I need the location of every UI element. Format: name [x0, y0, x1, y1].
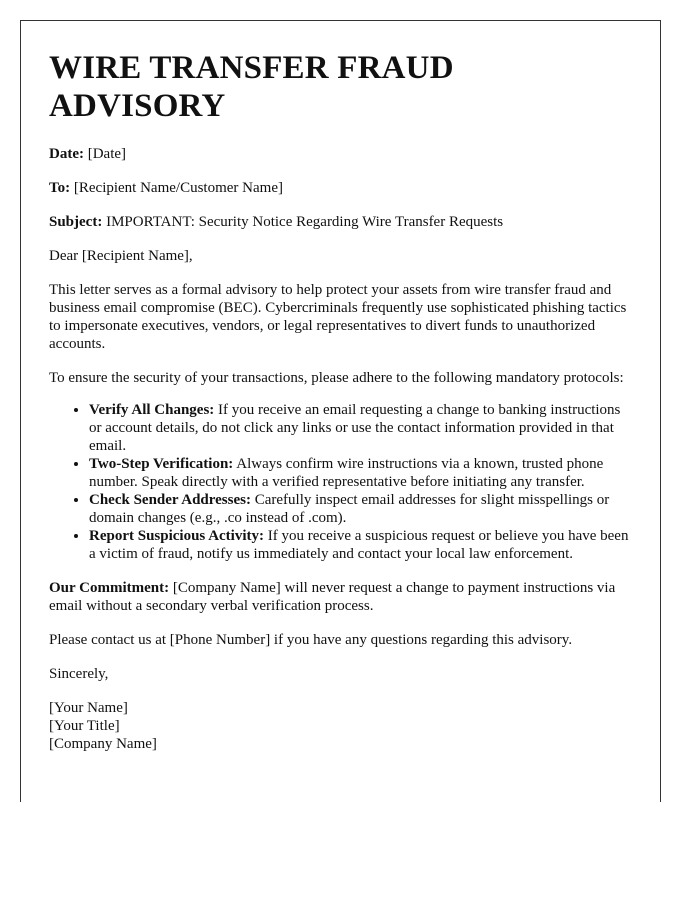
- page-title: WIRE TRANSFER FRAUD ADVISORY: [49, 50, 454, 124]
- commitment-label: Our Commitment:: [49, 580, 170, 596]
- closing: Sincerely,: [49, 666, 109, 682]
- subject-label: Subject:: [49, 214, 103, 230]
- signature-title: [Your Title]: [49, 718, 120, 734]
- subject-value: IMPORTANT: Security Notice Regarding Wire Transfer Requests: [106, 214, 504, 230]
- to-line: [49, 179, 632, 197]
- protocol-label: Check Sender Addresses:: [89, 492, 251, 508]
- protocol-item-report-activity: [89, 527, 632, 563]
- signature-name: [Your Name]: [49, 700, 128, 716]
- protocol-item-two-step: [89, 455, 632, 491]
- intro-paragraph: This letter serves as a formal advisory to help protect your assets from wire transfer fraud and business email compromise (BEC). Cybercriminals frequently use sophisticated phishing tactics to impersonate executives, vendors, or legal representatives to divert funds to unauthorized accounts.: [49, 282, 627, 352]
- contact-paragraph: Please contact us at [Phone Number] if you have any questions regarding this advisory.: [49, 632, 573, 648]
- letter-page: [20, 20, 661, 802]
- to-label: To:: [49, 180, 71, 196]
- protocol-item-check-sender: [89, 491, 632, 527]
- protocol-label: Two-Step Verification:: [89, 456, 234, 472]
- protocol-label: Verify All Changes:: [89, 402, 215, 418]
- protocols-intro: To ensure the security of your transactions, please adhere to the following mandatory protocols:: [49, 370, 624, 386]
- salutation: Dear [Recipient Name],: [49, 248, 193, 264]
- date-line: [49, 145, 632, 163]
- protocol-text: If you receive an email requesting a change to banking instructions or account details, do not click any links or use the contact information provided in that email.: [89, 402, 621, 454]
- commitment-text: [Company Name] will never request a change to payment instructions via email without a secondary verbal verification process.: [49, 580, 616, 614]
- protocol-text: If you receive a suspicious request or believe you have been a victim of fraud, notify us immediately and contact your local law enforcement.: [89, 528, 629, 562]
- subject-line: [49, 213, 632, 231]
- protocol-text: Always confirm wire instructions via a known, trusted phone number. Speak directly with a verified representative before initiating any transfer.: [89, 456, 604, 490]
- to-value: [Recipient Name/Customer Name]: [73, 180, 283, 196]
- date-value: [Date]: [87, 146, 127, 162]
- protocol-list: [49, 401, 632, 563]
- protocol-item-verify-changes: [89, 401, 632, 455]
- signature-block: [49, 699, 632, 753]
- date-label: Date:: [49, 146, 84, 162]
- commitment-paragraph: [49, 579, 632, 615]
- protocol-label: Report Suspicious Activity:: [89, 528, 265, 544]
- protocol-text: Carefully inspect email addresses for slight misspellings or domain changes (e.g., .co instead of .com).: [89, 492, 610, 526]
- signature-company: [Company Name]: [49, 736, 157, 752]
